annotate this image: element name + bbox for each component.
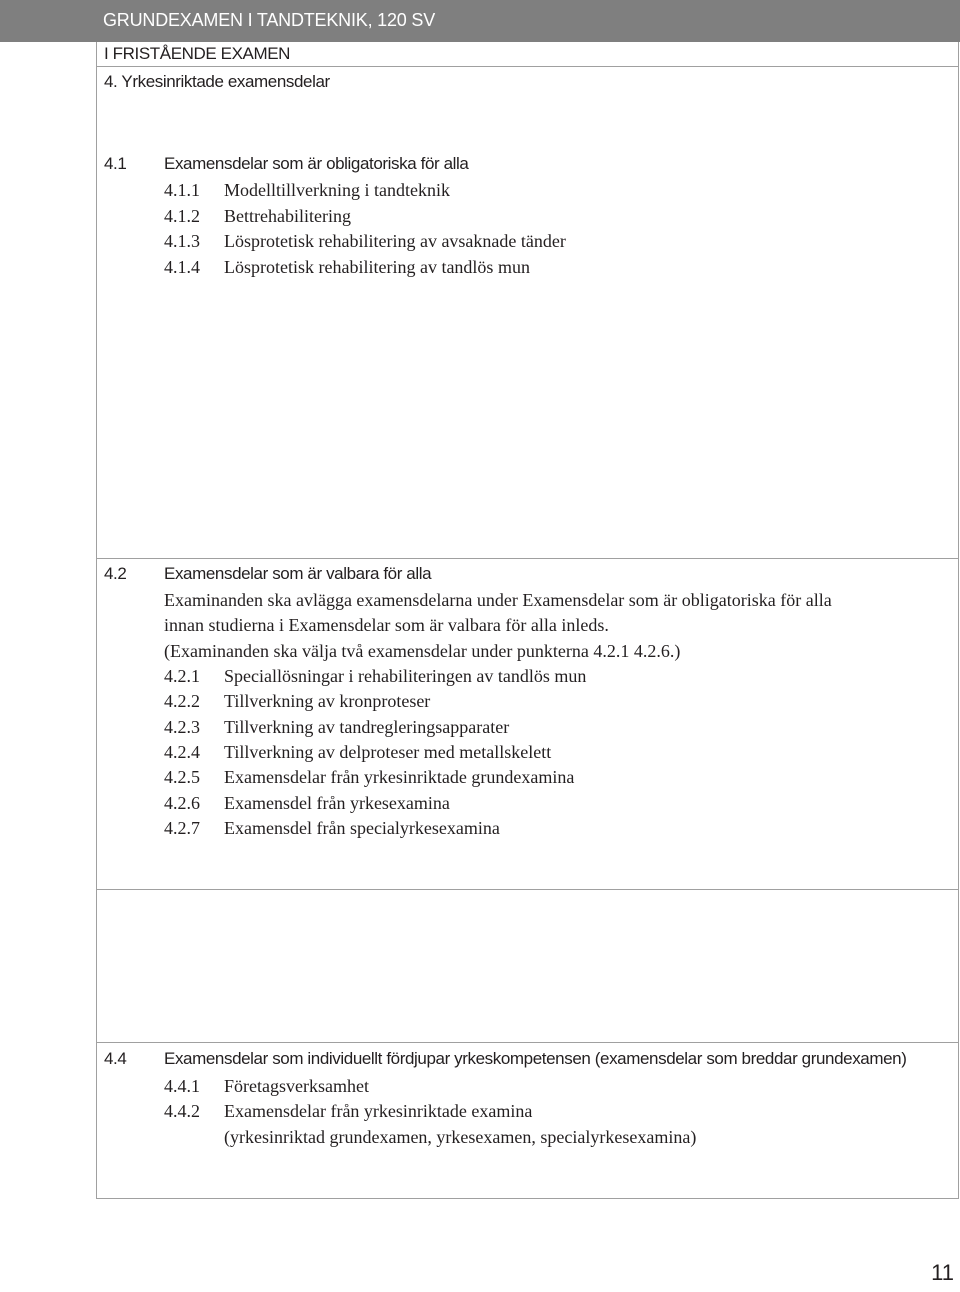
item-number: 4.2.4 xyxy=(164,742,200,762)
item-label: Tillverkning av delproteser med metallskelett xyxy=(224,742,552,762)
item-label: Tillverkning av kronproteser xyxy=(224,691,431,711)
row-divider xyxy=(97,1042,958,1043)
item-number: 4.4.2 xyxy=(164,1101,200,1121)
row-divider xyxy=(97,66,958,67)
item-number: 4.2.1 xyxy=(164,666,200,686)
section-subtitle: 4. Yrkesinriktade examensdelar xyxy=(104,72,330,91)
intro-text: Examinanden ska avlägga examensdelarna under Examensdelar som är obligatoriska för alla xyxy=(164,590,832,610)
item-number: 4.2.7 xyxy=(164,818,200,838)
item-label: Lösprotetisk rehabilitering av tandlös mun xyxy=(224,257,530,277)
item-number: 4.2.2 xyxy=(164,691,200,711)
item-note: (yrkesinriktad grundexamen, yrkesexamen, specialyrkesexamina) xyxy=(224,1127,697,1147)
item-label: Speciallösningar i rehabiliteringen av tandlös mun xyxy=(224,666,587,686)
item-number: 4.2.6 xyxy=(164,793,200,813)
item-number: 4.1.2 xyxy=(164,206,200,226)
item-number: 4.1.1 xyxy=(164,180,200,200)
row-divider xyxy=(97,558,958,559)
item-number: 4.1.4 xyxy=(164,257,200,277)
content-table xyxy=(96,42,959,1199)
page-header xyxy=(0,0,960,42)
section-label: I FRISTÅENDE EXAMEN xyxy=(104,44,291,63)
item-label: Examensdel från specialyrkesexamina xyxy=(224,818,500,838)
item-label: Examensdel från yrkesexamina xyxy=(224,793,450,813)
item-number: 4.1.3 xyxy=(164,231,200,251)
section-number: 4.2 xyxy=(104,564,127,583)
section-number: 4.1 xyxy=(104,154,127,173)
section-title: Examensdelar som är obligatoriska för alla xyxy=(164,154,469,173)
item-number: 4.2.3 xyxy=(164,717,200,737)
item-label: Bettrehabilitering xyxy=(224,206,351,226)
item-number: 4.4.1 xyxy=(164,1076,200,1096)
page-number: 11 xyxy=(931,1260,954,1285)
item-label: Modelltillverkning i tandteknik xyxy=(224,180,450,200)
section-title: Examensdelar som individuellt fördjupar yrkeskompetensen (examensdelar som breddar grundexamen) xyxy=(164,1049,907,1068)
section-title: Examensdelar som är valbara för alla xyxy=(164,564,432,583)
item-label: Företagsverksamhet xyxy=(224,1076,369,1096)
item-number: 4.2.5 xyxy=(164,767,200,787)
item-label: Tillverkning av tandregleringsapparater xyxy=(224,717,510,737)
intro-text: (Examinanden ska välja två examensdelar under punkterna 4.2.1 4.2.6.) xyxy=(164,641,681,661)
section-number: 4.4 xyxy=(104,1049,127,1068)
row-divider xyxy=(97,889,958,890)
header-title: GRUNDEXAMEN I TANDTEKNIK, 120 SV xyxy=(103,10,436,30)
item-label: Lösprotetisk rehabilitering av avsaknade tänder xyxy=(224,231,566,251)
item-label: Examensdelar från yrkesinriktade grundexamina xyxy=(224,767,575,787)
item-label: Examensdelar från yrkesinriktade examina xyxy=(224,1101,533,1121)
intro-text: innan studierna i Examensdelar som är valbara för alla inleds. xyxy=(164,615,609,635)
